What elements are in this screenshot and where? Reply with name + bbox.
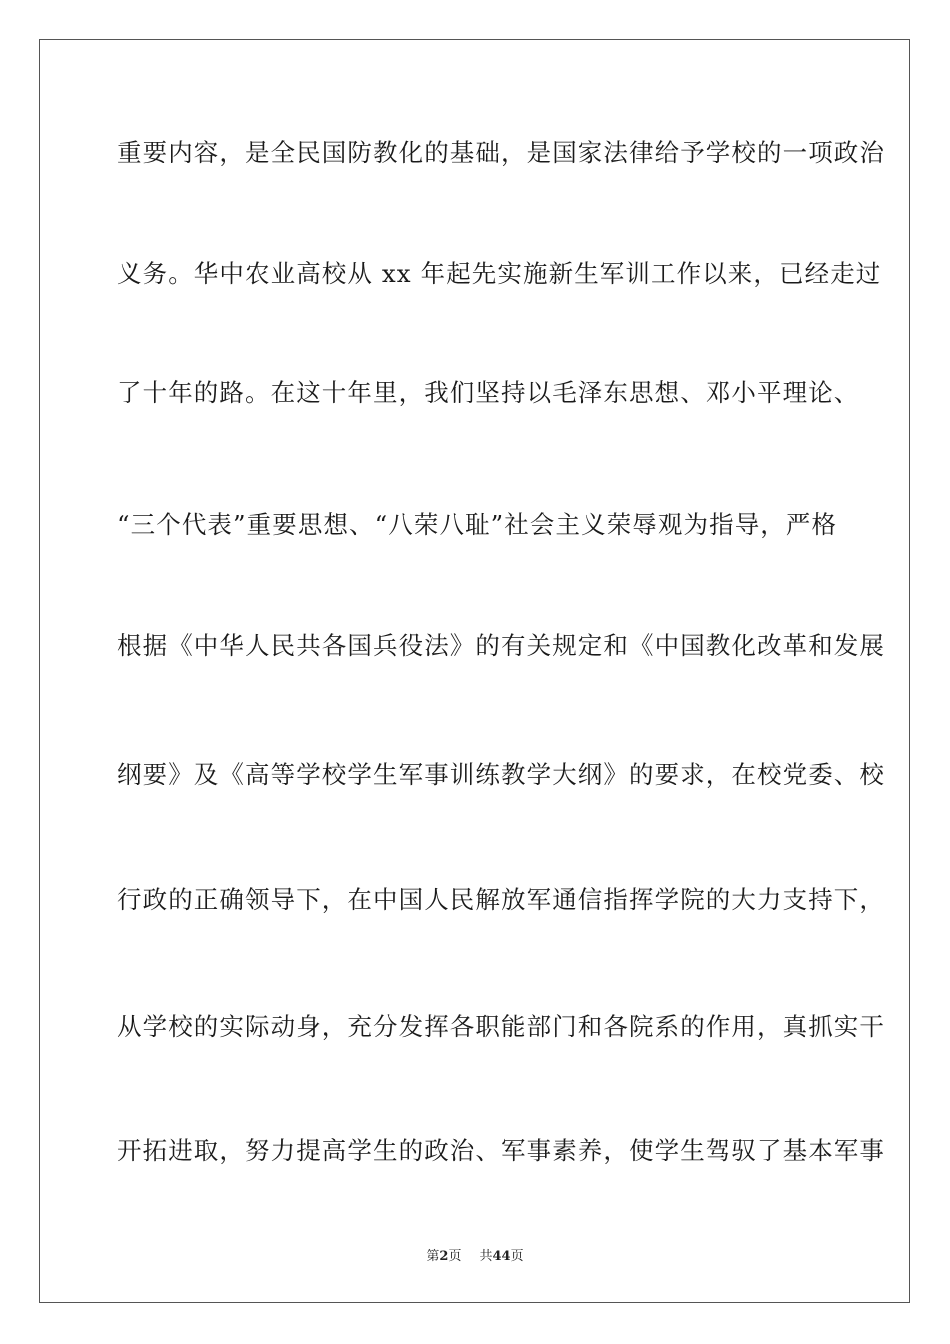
body-text-line: 行政的正确领导下，在中国人民解放军通信指挥学院的大力支持下， — [117, 885, 885, 914]
body-text-line: 重要内容，是全民国防教化的基础，是国家法律给予学校的一项政治 — [117, 138, 885, 167]
total-pages: 44 — [492, 1249, 511, 1264]
page-footer — [0, 1248, 950, 1266]
page-prefix: 第 — [426, 1249, 440, 1264]
body-text-line: 了十年的路。在这十年里，我们坚持以毛泽东思想、邓小平理论、 — [117, 378, 860, 407]
page-frame — [39, 39, 910, 1303]
total-prefix: 共 — [479, 1249, 493, 1264]
body-text-line: 从学校的实际动身，充分发挥各职能部门和各院系的作用，真抓实干 — [117, 1012, 885, 1041]
body-text-line: 纲要》及《高等学校学生军事训练教学大纲》的要求，在校党委、校 — [117, 760, 885, 789]
page-number: 2 — [439, 1249, 449, 1264]
page-suffix: 页 — [448, 1249, 462, 1264]
body-text-line: “三个代表”重要思想、“八荣八耻”社会主义荣辱观为指导，严格 — [117, 510, 838, 539]
body-text-line: 开拓进取，努力提高学生的政治、军事素养，使学生驾驭了基本军事 — [117, 1136, 885, 1165]
total-suffix: 页 — [510, 1249, 524, 1264]
body-text-line: 根据《中华人民共各国兵役法》的有关规定和《中国教化改革和发展 — [117, 631, 885, 660]
body-text-line: 义务。华中农业高校从 xx 年起先实施新生军训工作以来，已经走过 — [117, 259, 882, 288]
